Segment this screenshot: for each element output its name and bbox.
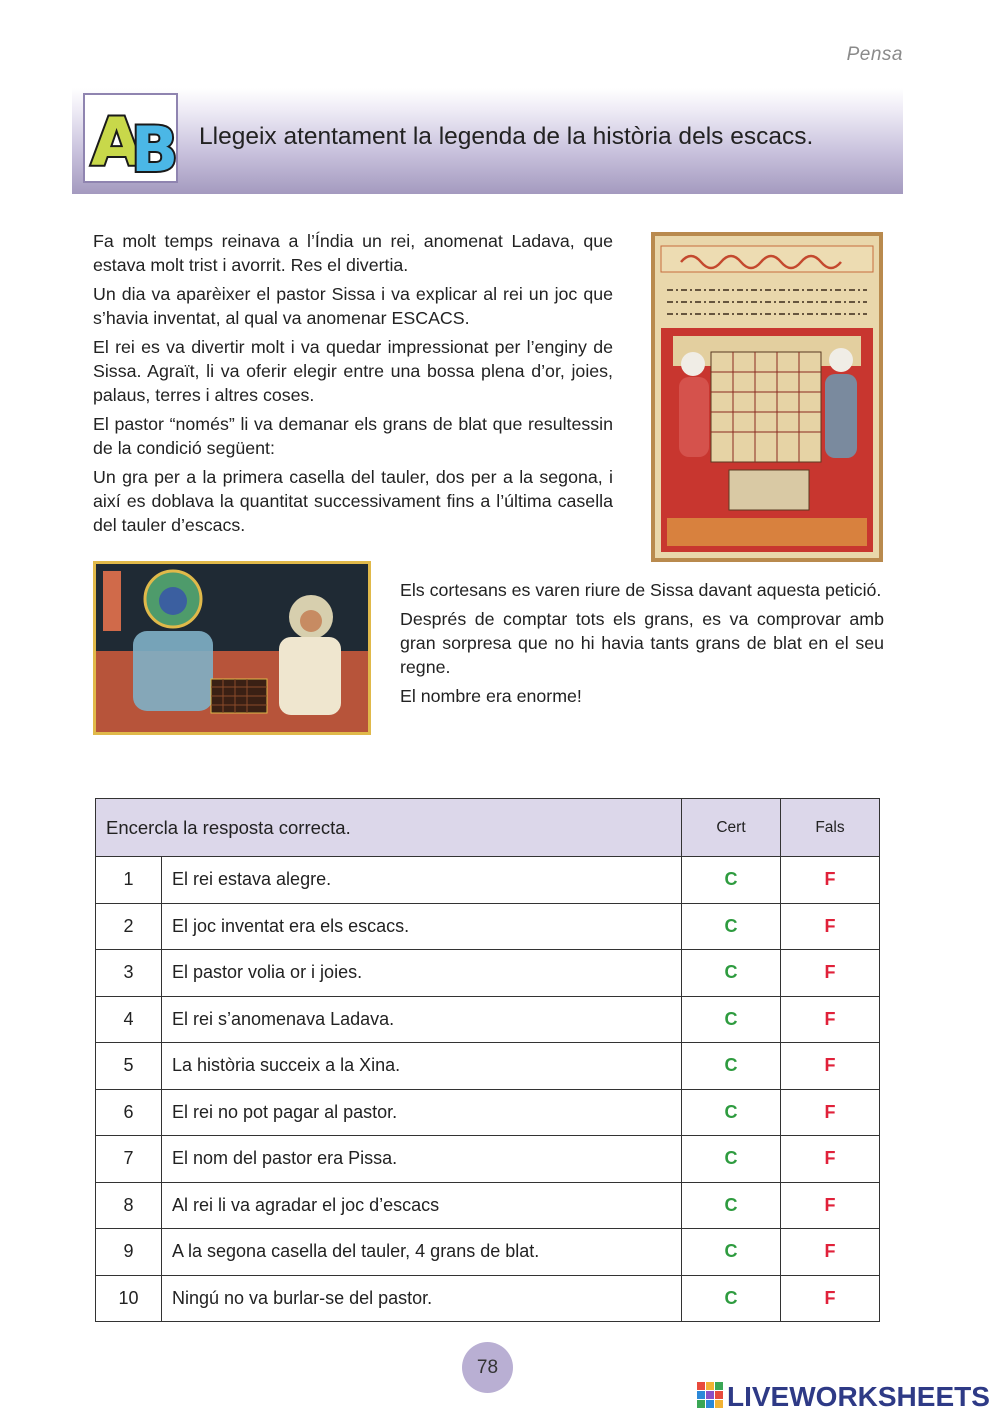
statement-text: El nom del pastor era Pissa. (162, 1136, 682, 1183)
story-paragraph: Un gra per a la primera casella del tauler, dos per a la segona, i així es doblava la quantitat successivament fins a l’última casella del tauler d’escacs. (93, 467, 613, 535)
story-paragraph: Fa molt temps reinava a l’Índia un rei, anomenat Ladava, que estava molt trist i avorrit. Res el divertia. (93, 231, 613, 275)
table-row (96, 1182, 880, 1229)
row-number: 4 (96, 996, 162, 1043)
answer-fals-option[interactable]: F (781, 857, 880, 904)
table-row (96, 1229, 880, 1276)
statement-text: Al rei li va agradar el joc d’escacs (162, 1182, 682, 1229)
answer-fals-option[interactable]: F (781, 996, 880, 1043)
table-row (96, 1136, 880, 1183)
row-number: 6 (96, 1089, 162, 1136)
liveworksheets-brand-text: LIVEWORKSHEETS (727, 1381, 990, 1410)
table-row (96, 1089, 880, 1136)
page-number: 78 (462, 1342, 513, 1393)
answer-cert-option[interactable]: C (682, 1182, 781, 1229)
answer-cert-option[interactable]: C (682, 996, 781, 1043)
row-number: 1 (96, 857, 162, 904)
row-number: 10 (96, 1275, 162, 1322)
column-header-cert: Cert (682, 799, 781, 857)
answer-cert-option[interactable]: C (682, 903, 781, 950)
svg-text:B: B (131, 113, 176, 181)
statement-text: La història succeix a la Xina. (162, 1043, 682, 1090)
statement-text: El rei estava alegre. (162, 857, 682, 904)
answer-cert-option[interactable]: C (682, 1043, 781, 1090)
row-number: 3 (96, 950, 162, 997)
answer-fals-option[interactable]: F (781, 1275, 880, 1322)
persian-chess-miniature-image (651, 232, 883, 562)
story-paragraph: El nombre era enorme! (400, 686, 582, 706)
answer-fals-option[interactable]: F (781, 1043, 880, 1090)
answer-cert-option[interactable]: C (682, 1229, 781, 1276)
answer-fals-option[interactable]: F (781, 903, 880, 950)
story-paragraph: El rei es va divertir molt i va quedar impressionat per l’enginy de Sissa. Agraït, li va oferir elegir entre una bossa plena d’or, joies, palaus, terres i altres coses. (93, 337, 613, 405)
section-label: Pensa (846, 44, 903, 65)
answer-cert-option[interactable]: C (682, 857, 781, 904)
table-row (96, 903, 880, 950)
story-bottom (400, 578, 884, 713)
answer-cert-option[interactable]: C (682, 950, 781, 997)
statement-text: El pastor volia or i joies. (162, 950, 682, 997)
true-false-table (95, 798, 880, 1322)
answer-fals-option[interactable]: F (781, 950, 880, 997)
answer-cert-option[interactable]: C (682, 1089, 781, 1136)
row-number: 5 (96, 1043, 162, 1090)
row-number: 2 (96, 903, 162, 950)
statement-text: El rei no pot pagar al pastor. (162, 1089, 682, 1136)
answer-cert-option[interactable]: C (682, 1275, 781, 1322)
table-row (96, 996, 880, 1043)
statement-text: El rei s’anomenava Ladava. (162, 996, 682, 1043)
statement-text: El joc inventat era els escacs. (162, 903, 682, 950)
answer-fals-option[interactable]: F (781, 1229, 880, 1276)
answer-fals-option[interactable]: F (781, 1136, 880, 1183)
table-row (96, 950, 880, 997)
table-header-row (96, 799, 880, 857)
story-paragraph: Després de comptar tots els grans, es va comprovar amb gran sorpresa que no hi havia tants grans de blat en el seu regne. (400, 609, 884, 677)
ab-logo (83, 93, 178, 183)
table-row (96, 1275, 880, 1322)
exercise-header (72, 88, 903, 194)
ab-logo-icon (85, 95, 176, 181)
statement-text: Ningú no va burlar-se del pastor. (162, 1275, 682, 1322)
table-row (96, 1043, 880, 1090)
column-header-fals: Fals (781, 799, 880, 857)
story-paragraph: Els cortesans es varen riure de Sissa davant aquesta petició. (400, 580, 882, 600)
table-row (96, 857, 880, 904)
exercise-title: Llegeix atentament la legenda de la història dels escacs. (199, 123, 814, 150)
answer-cert-option[interactable]: C (682, 1136, 781, 1183)
row-number: 8 (96, 1182, 162, 1229)
story-paragraph: El pastor “només” li va demanar els grans de blat que resultessin de la condició següent: (93, 414, 613, 458)
row-number: 7 (96, 1136, 162, 1183)
story-paragraph: Un dia va aparèixer el pastor Sissa i va explicar al rei un joc que s’havia inventat, al qual va anomenar ESCACS. (93, 284, 613, 328)
statement-text: A la segona casella del tauler, 4 grans de blat. (162, 1229, 682, 1276)
story-top (93, 229, 613, 542)
svg-text:A: A (91, 104, 143, 181)
answer-fals-option[interactable]: F (781, 1089, 880, 1136)
liveworksheets-logo (697, 1378, 997, 1410)
row-number: 9 (96, 1229, 162, 1276)
krishna-radha-chess-miniature-image (93, 561, 371, 735)
quiz-instruction: Encercla la resposta correcta. (96, 799, 682, 857)
answer-fals-option[interactable]: F (781, 1182, 880, 1229)
